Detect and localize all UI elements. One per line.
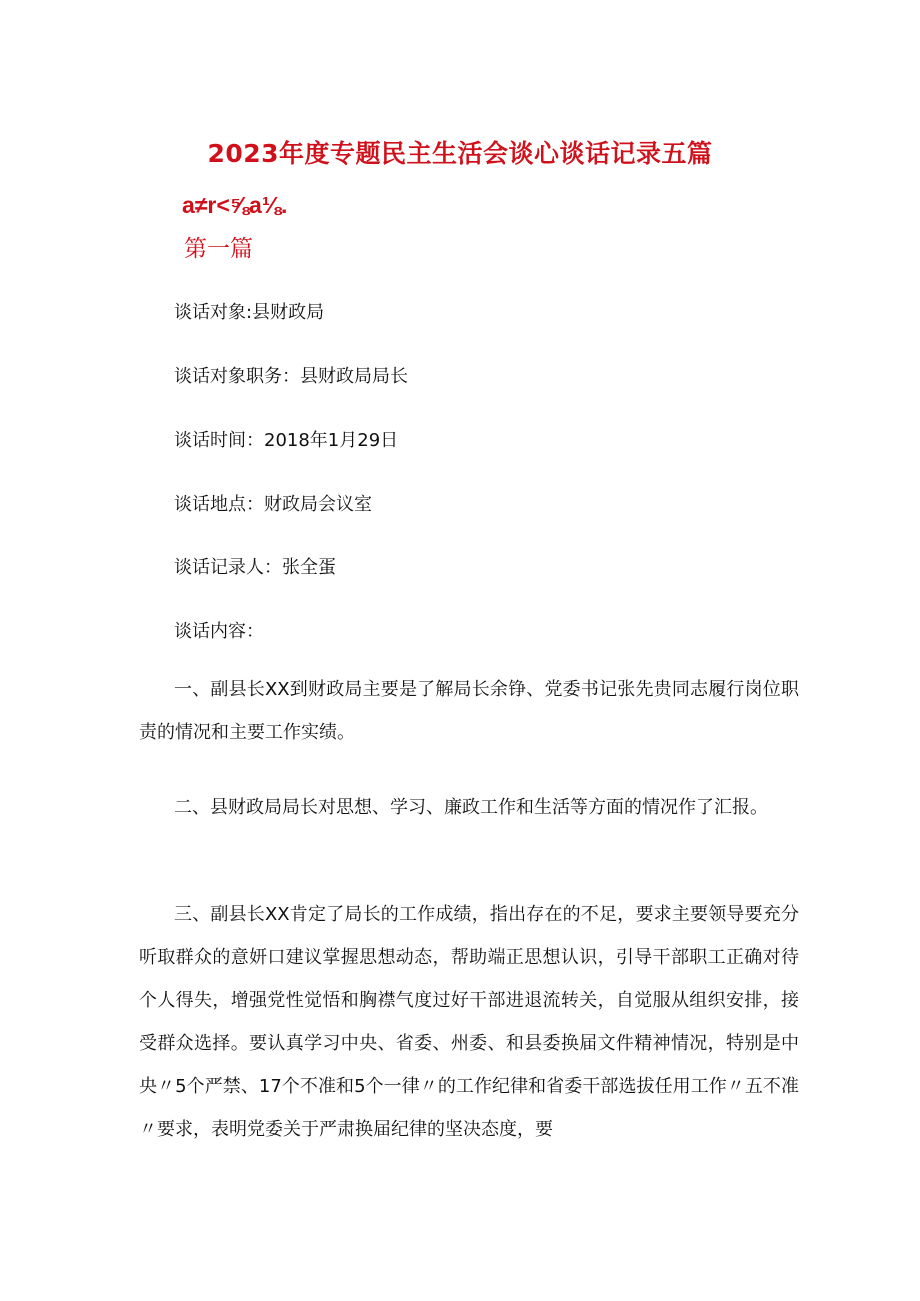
meta-location: 谈话地点：财政局会议室 [174, 494, 372, 515]
paragraph-1: 一、副县长XX到财政局主要是了解局长余铮、党委书记张先贵同志履行岗位职责的情况和主要工作实绩。 [139, 679, 799, 743]
section-title: 第一篇 [184, 236, 253, 262]
meta-recorder: 谈话记录人：张全蛋 [174, 557, 336, 578]
meta-content-label: 谈话内容： [174, 621, 264, 642]
garbled-text-line: a≠r<⅝a⅛. [182, 192, 288, 218]
meta-interviewee: 谈话对象:县财政局 [174, 302, 325, 323]
meta-position: 谈话对象职务：县财政局局长 [174, 366, 408, 387]
paragraph-2: 二、县财政局局长对思想、学习、廉政工作和生活等方面的情况作了汇报。 [174, 797, 768, 818]
meta-time: 谈话时间：2018年1月29日 [174, 430, 399, 451]
document-title: 2023年度专题民主生活会谈心谈话记录五篇 [207, 139, 713, 168]
paragraph-3: 三、副县长XX肯定了局长的工作成绩，指出存在的不足，要求主要领导要充分听取群众的意妍口建议掌握思想动态，帮助端正思想认识，引导干部职工正确对待个人得失，增强党性觉悟和胸襟气度过好干部进退流转关，自觉服从组织安排，接受群众选择。要认真学习中央、省委、州委、和县委换届文件精神情况，特别是中央〃5个严禁、17个不准和5个一律〃的工作纪律和省委干部选拔任用工作〃五不准〃要求，表明党委关于严肃换届纪律的坚决态度，要 [139, 904, 799, 1140]
